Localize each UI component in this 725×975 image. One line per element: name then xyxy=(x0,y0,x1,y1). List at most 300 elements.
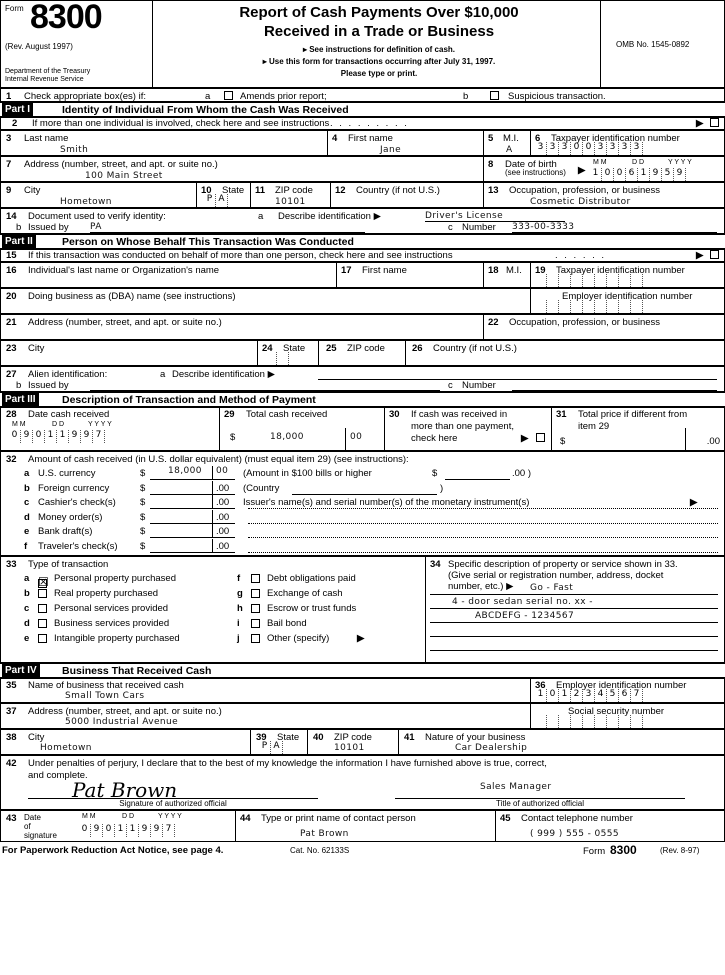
ein-p2-cell[interactable] xyxy=(619,300,631,313)
tin-p2-cell[interactable] xyxy=(607,274,619,287)
line-32f-letter: f xyxy=(24,540,28,552)
div-10-11 xyxy=(250,182,251,208)
line-35-label: Name of business that received cash xyxy=(28,680,184,691)
part-1-tag: Part I xyxy=(2,103,33,116)
line-40-number: 40 xyxy=(313,732,324,743)
line-43-dd-label: D D xyxy=(122,813,135,820)
line-32a-note-dollar: $ xyxy=(432,468,438,479)
div-18-19 xyxy=(530,262,531,288)
line-10-label: State xyxy=(222,185,245,196)
ssn-p4-cell[interactable] xyxy=(559,715,571,728)
line-27a-letter: a xyxy=(160,369,166,380)
div-25-26 xyxy=(405,340,406,366)
line-30-arrow: ▶ xyxy=(521,433,529,444)
line-44-value[interactable]: Pat Brown xyxy=(300,829,349,839)
line-45-value[interactable]: ( 999 ) 555 - 0555 xyxy=(530,829,620,839)
line-32e-cents: .00 xyxy=(216,526,230,537)
line-41-label: Nature of your business xyxy=(425,732,526,743)
line-18-label: M.I. xyxy=(506,265,522,276)
ssn-p4-cell[interactable] xyxy=(571,715,583,728)
part-3-tag: Part III xyxy=(2,393,39,406)
ein-p2-cell[interactable] xyxy=(631,300,643,313)
line-14c-letter: c xyxy=(448,222,453,233)
line-33-i-checkbox[interactable] xyxy=(251,619,260,628)
line-33-number: 33 xyxy=(6,559,17,570)
instruction-line-1: ▸ See instructions for definition of cash. xyxy=(302,45,456,54)
issuer-dotted-line[interactable] xyxy=(248,537,718,538)
line-24-state-cells[interactable] xyxy=(265,352,289,365)
line-33-f-checkbox[interactable] xyxy=(251,574,260,583)
state-p1-cell[interactable]: A xyxy=(216,194,228,207)
line-34-line1: Specific description of property or service shown in 33. xyxy=(448,559,678,570)
line-26-label: Country (if not U.S.) xyxy=(433,343,517,354)
issuer-dotted-line[interactable] xyxy=(248,508,718,509)
dob-cell[interactable]: 9 xyxy=(674,168,686,181)
line-4-value[interactable]: Jane xyxy=(380,145,402,155)
line-15-dots: . . . . . . xyxy=(555,250,607,261)
line-33-h-letter: h xyxy=(237,603,243,614)
dob-cell[interactable]: 9 xyxy=(650,168,662,181)
line-32e-letter: e xyxy=(24,526,30,537)
line-19-number: 19 xyxy=(535,265,546,276)
header-divider-left xyxy=(152,0,153,88)
tin-p1-cell[interactable]: 3 xyxy=(619,142,631,155)
line-19-tin-cells[interactable] xyxy=(535,274,643,287)
line-39-state-cells[interactable] xyxy=(259,741,283,754)
line-32b-cents-divider xyxy=(212,481,213,494)
line-32c-cents: .00 xyxy=(216,497,230,508)
ein-p2-cell[interactable] xyxy=(571,300,583,313)
ein-p2-cell[interactable] xyxy=(559,300,571,313)
tin-p2-cell[interactable] xyxy=(595,274,607,287)
line-33-i-letter: i xyxy=(237,618,240,629)
div-38-39 xyxy=(250,729,251,755)
form-label: Form xyxy=(5,4,24,13)
line-33-g-checkbox[interactable] xyxy=(251,589,260,598)
line-17-number: 17 xyxy=(341,265,352,276)
line-32e-cents-divider xyxy=(212,524,213,537)
line-8-number: 8 xyxy=(488,159,494,170)
line-8-mm-label: M M xyxy=(593,159,607,166)
form-title-line-1: Report of Cash Payments Over $10,000 xyxy=(239,4,519,21)
line-36-number: 36 xyxy=(535,680,546,691)
line-44-label: Type or print name of contact person xyxy=(261,813,416,824)
line-43-label-2: of xyxy=(24,822,31,831)
line-20-label: Doing business as (DBA) name (see instructions) xyxy=(28,291,236,302)
ein-p4-cell[interactable]: 7 xyxy=(631,689,643,702)
ein-p4-cell[interactable]: 0 xyxy=(547,689,559,702)
ein-p4-cell[interactable]: 5 xyxy=(607,689,619,702)
line-37-label: Address (number, street, and apt. or suite no.) xyxy=(28,706,222,717)
line-32c-cents-divider xyxy=(212,495,213,508)
ein-p2-cell[interactable] xyxy=(595,300,607,313)
ein-p4-cell[interactable]: 3 xyxy=(583,689,595,702)
line-20-ein-cells[interactable] xyxy=(535,300,643,313)
line-33-d-checkbox[interactable] xyxy=(38,619,47,628)
state-p2-cell[interactable] xyxy=(277,352,289,365)
date-signature-cell[interactable]: 1 xyxy=(115,824,127,837)
line-41-number: 41 xyxy=(404,732,415,743)
line-8-arrow: ▶ xyxy=(578,165,586,176)
date-cash-received-cell[interactable]: 0 xyxy=(33,430,45,443)
line-31-line2: item 29 xyxy=(578,421,610,432)
line-16-number: 16 xyxy=(6,265,17,276)
line-29-dollar: $ xyxy=(230,432,236,443)
line-9-number: 9 xyxy=(6,185,12,196)
line-24-label: State xyxy=(283,343,306,354)
div-12-13 xyxy=(483,182,484,208)
div-3-4 xyxy=(327,130,328,156)
line-20-number: 20 xyxy=(6,291,17,302)
line-18-number: 18 xyxy=(488,265,499,276)
tin-p1-cell[interactable]: 0 xyxy=(583,142,595,155)
line-43-yyyy-label: Y Y Y Y xyxy=(158,813,182,820)
line-33-a-letter: a xyxy=(24,573,30,584)
line-32f-cents-divider xyxy=(212,539,213,552)
line-22-number: 22 xyxy=(488,317,499,328)
instruction-line-2: ▸ Use this form for transactions occurring after July 31, 1997. xyxy=(262,57,496,66)
dob-cell[interactable]: 6 xyxy=(626,168,638,181)
line-1a-text: Amends prior report; xyxy=(240,91,327,102)
line-43-number: 43 xyxy=(6,813,17,824)
line-33-j-letter: j xyxy=(237,633,240,644)
tin-p2-cell[interactable] xyxy=(547,274,559,287)
issuer-dotted-line[interactable] xyxy=(248,523,718,524)
multiple-persons-checkbox[interactable] xyxy=(710,250,719,259)
line-14a-label: Describe identification xyxy=(278,211,371,222)
ein-p4-cell[interactable]: 2 xyxy=(571,689,583,702)
line-2-dots: . . . . . . . . . xyxy=(330,118,409,129)
line-27c-value[interactable] xyxy=(512,380,717,391)
line-34-rule-4 xyxy=(430,636,718,637)
line-40-label: ZIP code xyxy=(334,732,372,743)
tin-p1-cell[interactable]: 3 xyxy=(595,142,607,155)
ssn-p4-cell[interactable] xyxy=(595,715,607,728)
line-27c-letter: c xyxy=(448,380,453,391)
line-2-number: 2 xyxy=(12,118,18,129)
line-32b-note: (Country xyxy=(243,482,280,494)
line-38-value[interactable]: Hometown xyxy=(40,743,92,753)
line-32e-label: Bank draft(s) xyxy=(38,526,93,537)
instruction-text-1: See instructions for definition of cash. xyxy=(309,45,456,54)
line-32c-dollar: $ xyxy=(140,497,146,508)
tin-p1-cell[interactable]: 3 xyxy=(631,142,643,155)
line-13-value[interactable]: Cosmetic Distributor xyxy=(530,197,631,207)
div-17-18 xyxy=(483,262,484,288)
line-1-number: 1 xyxy=(6,91,12,102)
line-32d-letter: d xyxy=(24,511,30,523)
ssn-p4-cell[interactable] xyxy=(547,715,559,728)
line-27b-text: Issued by xyxy=(28,380,69,391)
form-title-line-2: Received in a Trade or Business xyxy=(263,23,495,40)
line-5-value[interactable]: A xyxy=(506,145,513,155)
date-signature-cell[interactable]: 0 xyxy=(79,824,91,837)
ein-p4-cell[interactable]: 1 xyxy=(559,689,571,702)
line-32b-amount-rule xyxy=(150,494,235,495)
line-10-number: 10 xyxy=(201,185,212,196)
dept-line-2: Internal Revenue Service xyxy=(5,76,84,83)
date-cash-received-cell[interactable]: 7 xyxy=(93,430,105,443)
tin-p2-cell[interactable] xyxy=(619,274,631,287)
line-32c-amount-rule xyxy=(150,508,235,509)
line-33-b-letter: b xyxy=(24,588,30,599)
date-cash-received-cell[interactable]: 9 xyxy=(21,430,33,443)
tin-p2-cell[interactable] xyxy=(559,274,571,287)
line-14-text: Document used to verify identity: xyxy=(28,211,166,222)
dob-cell[interactable]: 5 xyxy=(662,168,674,181)
line-23-number: 23 xyxy=(6,343,17,354)
div-43-44 xyxy=(235,810,236,842)
tin-p1-cell[interactable]: 3 xyxy=(535,142,547,155)
line-33-c-letter: c xyxy=(24,603,30,614)
date-cash-received-cell[interactable]: 9 xyxy=(81,430,93,443)
line-21-label: Address (number, street, and apt. or suite no.) xyxy=(28,317,222,328)
line-34-line3-text: number, etc.) xyxy=(448,581,504,592)
line-33-f-letter: f xyxy=(237,573,241,584)
line-2-arrow: ▶ xyxy=(696,118,704,129)
line-33-b-checkbox[interactable] xyxy=(38,589,47,598)
tin-p1-cell[interactable]: 3 xyxy=(559,142,571,155)
line-32e-amount-rule xyxy=(150,537,235,538)
date-cash-received-cell[interactable]: 1 xyxy=(45,430,57,443)
footer-left: For Paperwork Reduction Act Notice, see page 4. xyxy=(2,845,224,856)
omb-number: OMB No. 1545-0892 xyxy=(616,40,690,49)
line-34-line2: (Give serial or registration number, address, docket xyxy=(448,570,664,581)
tin-p2-cell[interactable] xyxy=(535,274,547,287)
ein-p2-cell[interactable] xyxy=(607,300,619,313)
date-signature-cell[interactable]: 1 xyxy=(127,824,139,837)
line-25-label: ZIP code xyxy=(347,343,385,354)
ein-p4-cell[interactable]: 1 xyxy=(535,689,547,702)
line-11-number: 11 xyxy=(255,185,266,196)
date-cash-received-cell[interactable]: 9 xyxy=(69,430,81,443)
line-14c-value[interactable]: 333-00-3333 xyxy=(512,222,717,233)
line-28-number: 28 xyxy=(6,409,17,420)
line-10-state-cells[interactable] xyxy=(204,194,228,207)
tin-p2-cell[interactable] xyxy=(583,274,595,287)
line-42-number: 42 xyxy=(6,758,17,769)
line-6-tin-cells[interactable] xyxy=(535,142,643,155)
line-36-ein-cells[interactable] xyxy=(535,689,643,702)
div-11-12 xyxy=(330,182,331,208)
line-7-value[interactable]: 100 Main Street xyxy=(85,171,163,181)
dob-cell[interactable]: 1 xyxy=(638,168,650,181)
div-7-8 xyxy=(483,156,484,182)
line-14b-value[interactable]: PA xyxy=(90,222,365,233)
ssn-p4-cell[interactable] xyxy=(607,715,619,728)
line-31-cents-divider xyxy=(685,428,686,451)
line-29-cents[interactable]: 00 xyxy=(350,432,363,442)
line-33-h-label: Escrow or trust funds xyxy=(267,603,357,614)
line-25-number: 25 xyxy=(326,343,337,354)
part-3-title: Description of Transaction and Method of Payment xyxy=(62,394,316,406)
line-33-a-checkbox[interactable] xyxy=(38,579,47,588)
line-9-value[interactable]: Hometown xyxy=(60,197,112,207)
ssn-p4-cell[interactable] xyxy=(631,715,643,728)
line-38-label: City xyxy=(28,732,45,743)
line-33-j-checkbox[interactable] xyxy=(251,634,260,643)
line-41-value[interactable]: Car Dealership xyxy=(455,743,528,753)
line-13-number: 13 xyxy=(488,185,499,196)
line-27b-letter: b xyxy=(16,380,22,391)
line-28-label: Date cash received xyxy=(28,409,110,420)
line-32c-note: Issuer's name(s) and serial number(s) of the monetary instrument(s) xyxy=(243,497,530,508)
line-33-c-label: Personal services provided xyxy=(54,603,169,614)
part-1-title: Identity of Individual From Whom the Cash Was Received xyxy=(62,104,349,116)
tin-p2-cell[interactable] xyxy=(631,274,643,287)
line-32f-amount-rule xyxy=(150,552,235,553)
suspicious-transaction-checkbox[interactable] xyxy=(490,91,499,100)
line-12-number: 12 xyxy=(335,185,346,196)
issuer-dotted-line[interactable] xyxy=(248,552,718,553)
signature-value[interactable]: Pat Brown xyxy=(72,778,178,802)
line-27a-text: Describe identification ▶ xyxy=(172,369,275,380)
footer-right-number: 8300 xyxy=(610,843,637,857)
div-23-24 xyxy=(257,340,258,366)
line-24-number: 24 xyxy=(262,343,273,354)
date-signature-cell[interactable]: 0 xyxy=(103,824,115,837)
line-29-value[interactable]: 18,000 xyxy=(270,432,304,442)
div-24-25 xyxy=(318,340,319,366)
line-14b-letter: b xyxy=(16,222,22,233)
line-1b-letter: b xyxy=(463,91,469,102)
div-35-36 xyxy=(530,677,531,703)
line-32f-label: Traveler's check(s) xyxy=(38,540,118,552)
line-33-e-label: Intangible property purchased xyxy=(54,633,180,644)
div-16-17 xyxy=(336,262,337,288)
line-32a-label: U.S. currency xyxy=(38,468,96,479)
state-p4-cell[interactable]: P xyxy=(259,741,271,754)
div-4-5 xyxy=(483,130,484,156)
date-signature-cell[interactable]: 9 xyxy=(151,824,163,837)
ein-p4-cell[interactable]: 4 xyxy=(595,689,607,702)
line-3-number: 3 xyxy=(6,133,12,144)
date-signature-cell[interactable]: 9 xyxy=(139,824,151,837)
line-40-value[interactable]: 10101 xyxy=(334,743,365,753)
date-signature-cell[interactable]: 7 xyxy=(163,824,175,837)
line-28-dd-label: D D xyxy=(52,421,65,428)
line-34-value-3[interactable]: ABCDEFG - 1234567 xyxy=(475,611,575,621)
line-34-line3: number, etc.) ▶ xyxy=(448,581,514,592)
tin-p1-cell[interactable]: 3 xyxy=(607,142,619,155)
ein-p2-cell[interactable] xyxy=(535,300,547,313)
line-14a-letter: a xyxy=(258,211,264,222)
line-32a-letter: a xyxy=(24,468,30,479)
line-12-label: Country (if not U.S.) xyxy=(356,185,440,196)
line-43-date-cells[interactable] xyxy=(79,824,175,837)
line-38-number: 38 xyxy=(6,732,17,743)
line-32a-cents: 00 xyxy=(216,466,229,476)
line-42-line1: Under penalties of perjury, I declare that to the best of my knowledge the information I have furnished above is true, correct, xyxy=(28,758,547,769)
header-divider-right xyxy=(600,0,601,88)
line-14a-value[interactable]: Driver's License xyxy=(425,211,565,222)
ssn-p4-cell[interactable] xyxy=(535,715,547,728)
line-34-rule-2 xyxy=(430,608,718,609)
line-34-rule-1 xyxy=(430,594,718,595)
dob-cell[interactable]: 1 xyxy=(590,168,602,181)
tin-p1-cell[interactable]: 0 xyxy=(571,142,583,155)
line-32a-note: (Amount in $100 bills or higher xyxy=(243,468,372,479)
ssn-p4-cell[interactable] xyxy=(583,715,595,728)
dept-line-1: Department of the Treasury xyxy=(5,68,91,75)
line-8-label: Date of birth xyxy=(505,159,557,170)
amends-prior-report-checkbox[interactable] xyxy=(224,91,233,100)
part-2-tag: Part II xyxy=(2,235,36,248)
line-33-i-label: Bail bond xyxy=(267,618,307,629)
ein-p4-cell[interactable]: 6 xyxy=(619,689,631,702)
line-33-e-checkbox[interactable] xyxy=(38,634,47,643)
line-15-arrow: ▶ xyxy=(696,250,704,261)
line-35-value[interactable]: Small Town Cars xyxy=(65,691,145,701)
line-27a-value[interactable] xyxy=(318,369,717,380)
line-43-label-1: Date xyxy=(24,813,41,822)
line-32a-note-cents: .00 ) xyxy=(512,468,532,479)
ein-p2-cell[interactable] xyxy=(583,300,595,313)
line-33-h-checkbox[interactable] xyxy=(251,604,260,613)
date-cash-received-cell[interactable]: 0 xyxy=(9,430,21,443)
line-8-date-cells[interactable] xyxy=(590,168,686,181)
div-37-ssn xyxy=(530,703,531,729)
ssn-p4-cell[interactable] xyxy=(619,715,631,728)
state-p1-cell[interactable]: P xyxy=(204,194,216,207)
line-34-value-2[interactable]: 4 - door sedan serial no. xx - xyxy=(452,597,593,607)
part-2-title: Person on Whose Behalf This Transaction Was Conducted xyxy=(62,236,354,248)
dob-cell[interactable]: 0 xyxy=(602,168,614,181)
line-32a-value[interactable]: 18,000 xyxy=(168,466,202,476)
line-3-value[interactable]: Smith xyxy=(60,145,89,155)
line-32c-arrow: ▶ xyxy=(690,497,698,508)
line-27c-text: Number xyxy=(462,380,496,391)
instruction-text-2: Use this form for transactions occurring after July 31, 1997. xyxy=(268,57,496,66)
multiple-individuals-checkbox[interactable] xyxy=(710,118,719,127)
line-27b-value[interactable] xyxy=(90,380,440,391)
date-cash-received-cell[interactable]: 1 xyxy=(57,430,69,443)
line-34-value-1[interactable]: Go - Fast xyxy=(530,583,574,593)
line-33-c-checkbox[interactable] xyxy=(38,604,47,613)
line-32-number: 32 xyxy=(6,454,17,465)
line-4-label: First name xyxy=(348,133,393,144)
line-13-label: Occupation, profession, or business xyxy=(509,185,661,196)
line-37-value[interactable]: 5000 Industrial Avenue xyxy=(65,717,179,727)
line-32a-cents-divider xyxy=(212,466,213,479)
line-32d-label: Money order(s) xyxy=(38,511,103,523)
line-11-value[interactable]: 10101 xyxy=(275,197,306,207)
ein-p2-cell[interactable] xyxy=(547,300,559,313)
line-32b-cents: .00 xyxy=(216,482,230,494)
line-32f-cents: .00 xyxy=(216,540,230,552)
div-20-ein xyxy=(530,288,531,314)
line-44-number: 44 xyxy=(240,813,251,824)
div-9-10 xyxy=(196,182,197,208)
line-28-date-cells[interactable] xyxy=(9,430,105,443)
official-title-value[interactable]: Sales Manager xyxy=(480,782,552,792)
line-32d-cents-divider xyxy=(212,510,213,523)
state-p4-cell[interactable]: A xyxy=(271,741,283,754)
div-21-22 xyxy=(483,314,484,340)
tin-p2-cell[interactable] xyxy=(571,274,583,287)
line-33-f-label: Debt obligations paid xyxy=(267,573,356,584)
part-4-tag: Part IV xyxy=(2,664,40,677)
line-37-ssn-cells[interactable] xyxy=(535,715,643,728)
line-1-text: Check appropriate box(es) if: xyxy=(24,91,146,102)
multiple-payments-checkbox[interactable] xyxy=(536,433,545,442)
state-p2-cell[interactable] xyxy=(265,352,277,365)
date-signature-cell[interactable]: 9 xyxy=(91,824,103,837)
tin-p1-cell[interactable]: 3 xyxy=(547,142,559,155)
line-7-number: 7 xyxy=(6,159,12,170)
dob-cell[interactable]: 0 xyxy=(614,168,626,181)
signature-label: Signature of authorized official xyxy=(119,799,227,808)
